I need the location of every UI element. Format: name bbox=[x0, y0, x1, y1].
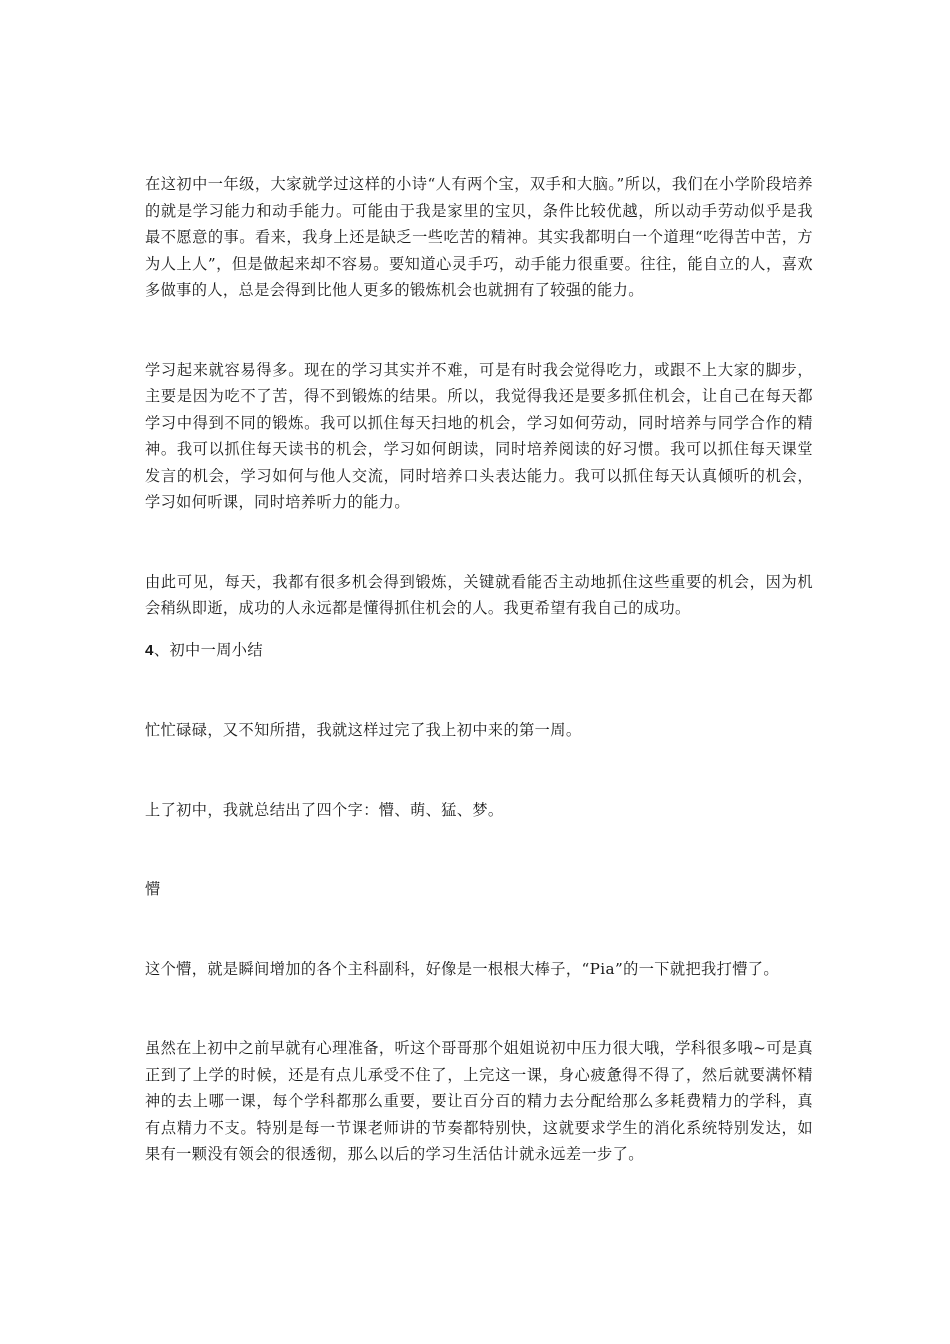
paragraph-2: 学习起来就容易得多。现在的学习其实并不难，可是有时我会觉得吃力，或跟不上大家的脚步，主要是因为吃不了苦，得不到锻炼的结果。所以，我觉得我还是要多抓住机会，让自己在每天都学习中得到不同的锻炼。我可以抓住每天扫地的机会，学习如何劳动，同时培养与同学合作的精神。我可以抓住每天读书的机会，学习如何朗读，同时培养阅读的好习惯。我可以抓住每天课堂发言的机会，学习如何与他人交流，同时培养口头表达能力。我可以抓住每天认真倾听的机会，学习如何听课，同时培养听力的能力。 bbox=[145, 360, 813, 511]
paragraph-6: 懵 bbox=[145, 880, 161, 898]
paragraph-5: 上了初中，我就总结出了四个字：懵、萌、猛、梦。 bbox=[145, 800, 504, 819]
paragraph-7: 这个懵，就是瞬间增加的各个主科副科，好像是一根根大棒子，“Pia”的一下就把我打懵了。 bbox=[145, 959, 779, 978]
paragraph-3: 由此可见，每天，我都有很多机会得到锻炼，关键就看能否主动地抓住这些重要的机会，因为机会稍纵即逝，成功的人永远都是懂得抓住机会的人。我更希望有我自己的成功。 bbox=[145, 572, 813, 617]
paragraph-8: 虽然在上初中之前早就有心理准备，听这个哥哥那个姐姐说初中压力很大哦，学科很多哦~可是真正到了上学的时候，还是有点儿承受不住了，上完这一课，身心疲惫得不得了，然后就要满怀精神的去上哪一课，每个学科都那么重要，要让百分百的精力去分配给那么多耗费精力的学科，真有点精力不支。特别是每一节课老师讲的节奏都特别快，这就要求学生的消化系统特别发达，如果有一颗没有领会的很透彻，那么以后的学习生活估计就永远差一步了。 bbox=[145, 1039, 813, 1163]
paragraph-4: 忙忙碌碌，又不知所措，我就这样过完了我上初中来的第一周。 bbox=[145, 721, 582, 739]
document-body bbox=[145, 171, 813, 1168]
paragraph-1: 在这初中一年级，大家就学过这样的小诗“人有两个宝，双手和大脑。”所以，我们在小学阶段培养的就是学习能力和动手能力。可能由于我是家里的宝贝，条件比较优越，所以动手劳动似乎是我最不愿意的事。看来，我身上还是缺乏一些吃苦的精神。其实我都明白一个道理“吃得苦中苦，方为人上人”，但是做起来却不容易。要知道心灵手巧，动手能力很重要。往往，能自立的人，喜欢多做事的人，总是会得到比他人更多的锻炼机会也就拥有了较强的能力。 bbox=[145, 175, 813, 299]
section-title: 、初中一周小结 bbox=[153, 640, 263, 659]
section-heading bbox=[145, 637, 813, 665]
section-number: 4 bbox=[145, 641, 154, 659]
